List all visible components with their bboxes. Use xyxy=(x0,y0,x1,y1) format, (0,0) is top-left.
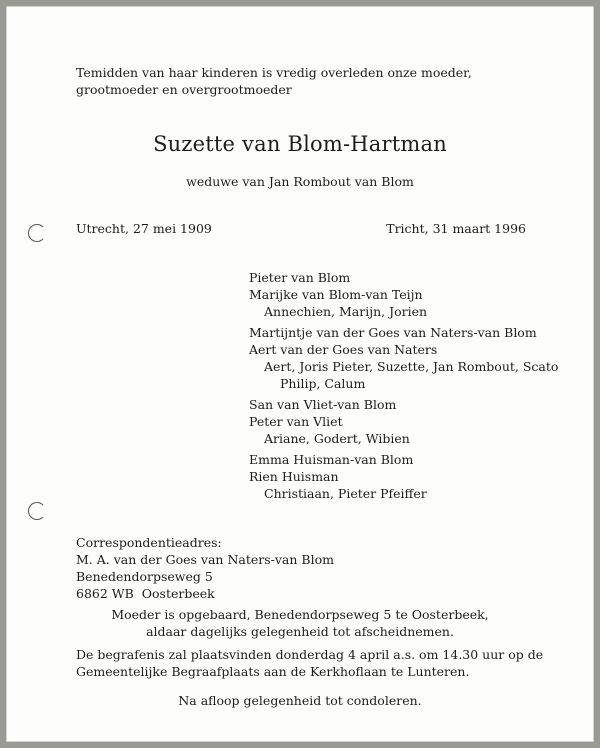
birth-info: Utrecht, 27 mei 1909 xyxy=(76,221,212,236)
punch-hole-icon xyxy=(28,224,46,242)
grandchildren: Annechien, Marijn, Jorien xyxy=(264,304,428,319)
great-grandchildren: Philip, Calum xyxy=(280,376,366,391)
family-member: Rien Huisman xyxy=(249,469,339,484)
family-member: Peter van Vliet xyxy=(249,414,343,429)
family-member: Marijke van Blom-van Teijn xyxy=(249,287,423,302)
laid-out-notice xyxy=(6,606,594,640)
family-group xyxy=(249,396,558,447)
correspondence-label: Correspondentieadres: xyxy=(76,535,222,550)
condolence-notice: Na afloop gelegenheid tot condoleren. xyxy=(178,693,422,708)
correspondence-city: 6862 WB Oosterbeek xyxy=(76,586,215,601)
family-member: Pieter van Blom xyxy=(249,270,351,285)
grandchildren: Christiaan, Pieter Pfeiffer xyxy=(264,486,427,501)
family-group xyxy=(249,451,558,502)
family-member: Aert van der Goes van Naters xyxy=(249,342,438,357)
widow-line: weduwe van Jan Rombout van Blom xyxy=(186,174,414,189)
family-member: Emma Huisman-van Blom xyxy=(249,452,414,467)
correspondence-address xyxy=(76,534,334,602)
intro-text: Temidden van haar kinderen is vredig overleden onze moeder, grootmoeder en overgrootmoeder xyxy=(76,65,472,97)
correspondence-street: Benedendorpseweg 5 xyxy=(76,569,213,584)
family-group xyxy=(249,269,558,320)
correspondence-name: M. A. van der Goes van Naters-van Blom xyxy=(76,552,334,567)
family-list xyxy=(249,269,558,506)
death-notice-card xyxy=(6,6,594,742)
family-member: San van Vliet-van Blom xyxy=(249,397,397,412)
laid-out-line: Moeder is opgebaard, Benedendorpseweg 5 te Oosterbeek, xyxy=(111,607,489,622)
family-group xyxy=(249,324,558,392)
grandchildren: Aert, Joris Pieter, Suzette, Jan Rombout, Scato xyxy=(264,359,559,374)
family-member: Martijntje van der Goes van Naters-van Blom xyxy=(249,325,537,340)
death-info: Tricht, 31 maart 1996 xyxy=(386,221,526,236)
deceased-name: Suzette van Blom-Hartman xyxy=(153,132,447,156)
punch-hole-icon xyxy=(28,502,46,520)
laid-out-line-2: aldaar dagelijks gelegenheid tot afscheidnemen. xyxy=(146,624,454,639)
funeral-notice: De begrafenis zal plaatsvinden donderdag 4 april a.s. om 14.30 uur op de Gemeentelijke Begraafplaats aan de Kerkhoflaan te Lunteren. xyxy=(76,647,544,679)
grandchildren: Ariane, Godert, Wibien xyxy=(264,431,410,446)
